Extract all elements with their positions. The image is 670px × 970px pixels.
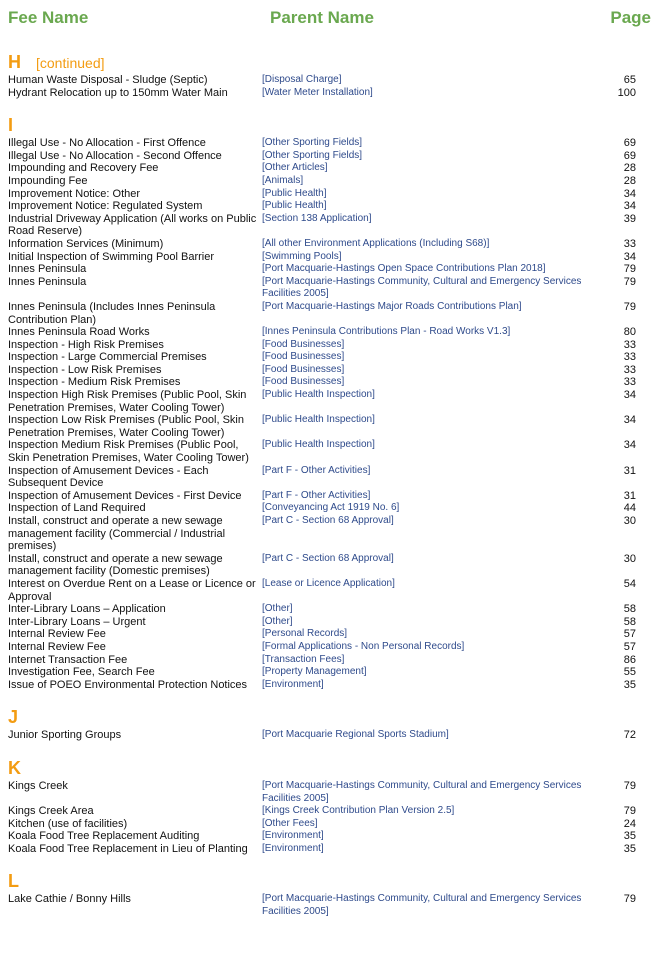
- fee-row: [0, 175, 670, 188]
- page-number: 34: [623, 389, 636, 402]
- page-number: 30: [623, 552, 636, 565]
- parent-name: [Environment]: [262, 830, 324, 842]
- fee-name: Interest on Overdue Rent on a Lease or Licence or Approval: [8, 577, 256, 603]
- fee-name: Kings Creek Area: [8, 805, 94, 818]
- page-number: 69: [623, 137, 636, 150]
- fee-name: Internal Review Fee: [8, 628, 106, 641]
- fee-name: Inspection of Amusement Devices - First Device: [8, 489, 242, 502]
- fee-list: [0, 74, 670, 99]
- fee-name: Inter-Library Loans – Urgent: [8, 615, 146, 628]
- parent-name: [Part F - Other Activities]: [262, 489, 371, 501]
- fee-name: Inspection - Low Risk Premises: [8, 363, 162, 376]
- fee-row: [0, 188, 670, 201]
- fee-row: [0, 213, 670, 238]
- fee-row: [0, 818, 670, 831]
- fee-name: Koala Food Tree Replacement Auditing: [8, 830, 200, 843]
- fee-name-header: Fee Name: [8, 8, 89, 27]
- fee-name: Investigation Fee, Search Fee: [8, 666, 155, 679]
- fee-name: Kings Creek: [8, 779, 68, 792]
- page-number: 79: [623, 275, 636, 288]
- page-number: 57: [623, 628, 636, 641]
- parent-name: [Port Macquarie-Hastings Community, Cultural and Emergency Services Facilities 2005]: [262, 893, 582, 918]
- fee-name: Innes Peninsula (Includes Innes Peninsula Contribution Plan): [8, 300, 216, 326]
- parent-name: [Part F - Other Activities]: [262, 464, 371, 476]
- fee-row: [0, 515, 670, 553]
- fee-row: [0, 666, 670, 679]
- fee-name: Improvement Notice: Regulated System: [8, 200, 203, 213]
- page-number: 24: [623, 817, 636, 830]
- fee-list: [0, 893, 670, 918]
- page-number: 44: [623, 502, 636, 515]
- parent-name: [Food Businesses]: [262, 338, 345, 350]
- fee-row: [0, 301, 670, 326]
- page-number: 30: [623, 515, 636, 527]
- fee-name: Inspection Medium Risk Premises (Public Pool, Skin Penetration Premises, Water Cooling Tower): [8, 439, 249, 465]
- page-number: 54: [623, 577, 636, 590]
- fee-name: Information Services (Minimum): [8, 237, 164, 250]
- letter-heading-row: [0, 115, 670, 137]
- parent-name: [Other Sporting Fields]: [262, 149, 363, 161]
- page-number: 33: [623, 338, 636, 351]
- fee-name: Impounding Fee: [8, 174, 88, 187]
- fee-row: [0, 502, 670, 515]
- page-number: 34: [623, 187, 636, 200]
- page-number: 79: [623, 263, 636, 276]
- page-number: 86: [623, 653, 636, 666]
- fee-name: Inter-Library Loans – Application: [8, 603, 166, 616]
- fee-row: [0, 679, 670, 692]
- fee-name: Install, construct and operate a new sewage management facility (Commercial / Industrial premises): [8, 515, 226, 553]
- page-number: 31: [623, 489, 636, 502]
- parent-name: [Animals]: [262, 174, 304, 186]
- letter-heading-row: [0, 758, 670, 780]
- parent-name: [Water Meter Installation]: [262, 86, 373, 98]
- page-number: 34: [623, 439, 636, 452]
- parent-name: [Other Fees]: [262, 817, 318, 829]
- parent-name: [Port Macquarie Regional Sports Stadium]: [262, 729, 449, 741]
- fee-name: Hydrant Relocation up to 150mm Water Main: [8, 86, 228, 99]
- parent-name: [Other Articles]: [262, 162, 328, 174]
- letter-section: [0, 871, 670, 918]
- fee-row: [0, 465, 670, 490]
- parent-name: [Lease or Licence Application]: [262, 577, 395, 589]
- fee-row: [0, 339, 670, 352]
- page-number: 72: [623, 729, 636, 742]
- section-letter: K: [8, 757, 21, 778]
- fee-name: Internal Review Fee: [8, 640, 106, 653]
- page-header: Page: [610, 8, 651, 27]
- parent-name: [Part C - Section 68 Approval]: [262, 552, 394, 564]
- parent-name: [Section 138 Application]: [262, 212, 372, 224]
- fee-row: [0, 805, 670, 818]
- parent-name: [Formal Applications - Non Personal Records]: [262, 640, 465, 652]
- parent-name: [Innes Peninsula Contributions Plan - Road Works V1.3]: [262, 326, 511, 338]
- fee-row: [0, 364, 670, 377]
- letter-section: [0, 115, 670, 691]
- fee-row: [0, 830, 670, 843]
- fee-name: Lake Cathie / Bonny Hills: [8, 893, 131, 906]
- fee-name: Initial Inspection of Swimming Pool Barrier: [8, 250, 215, 263]
- parent-name: [Environment]: [262, 678, 324, 690]
- fee-row: [0, 439, 670, 464]
- column-header-row: [0, 0, 670, 36]
- page-number: 31: [623, 464, 636, 477]
- page-number: 28: [623, 162, 636, 175]
- section-letter: L: [8, 871, 19, 892]
- fee-name: Inspection - High Risk Premises: [8, 338, 164, 351]
- fee-name: Inspection of Land Required: [8, 502, 146, 515]
- parent-name: [Public Health]: [262, 200, 327, 212]
- fee-row: [0, 150, 670, 163]
- parent-name: [Other]: [262, 615, 293, 627]
- section-letter: I: [8, 115, 14, 136]
- section-letter: H: [8, 52, 21, 72]
- page-number: 58: [623, 603, 636, 616]
- parent-name: [Swimming Pools]: [262, 250, 342, 262]
- fee-name: Inspection High Risk Premises (Public Pool, Skin Penetration Premises, Water Cooling Tower): [8, 389, 247, 414]
- parent-name: [Conveyancing Act 1919 No. 6]: [262, 502, 400, 514]
- fee-name: Inspection - Medium Risk Premises: [8, 376, 181, 389]
- fee-row: [0, 351, 670, 364]
- fee-name: Human Waste Disposal - Sludge (Septic): [8, 74, 208, 86]
- fee-row: [0, 74, 670, 87]
- page-number: 33: [623, 237, 636, 250]
- parent-name: [Part C - Section 68 Approval]: [262, 515, 394, 526]
- parent-name: [Transaction Fees]: [262, 653, 345, 665]
- fee-list: [0, 729, 670, 742]
- page-number: 57: [623, 640, 636, 653]
- fee-name: Industrial Driveway Application (All works on Public Road Reserve): [8, 212, 257, 238]
- parent-name: [Port Macquarie-Hastings Open Space Contributions Plan 2018]: [262, 263, 546, 275]
- page-number: 79: [623, 893, 636, 906]
- fee-name: Illegal Use - No Allocation - First Offence: [8, 137, 206, 150]
- fee-name: Inspection of Amusement Devices - Each Subsequent Device: [8, 464, 209, 490]
- fee-row: [0, 628, 670, 641]
- parent-name: [Port Macquarie-Hastings Community, Cultural and Emergency Services Facilities 2005]: [262, 779, 582, 804]
- page-number: 100: [617, 86, 636, 99]
- letter-section: [0, 707, 670, 742]
- parent-name: [Food Businesses]: [262, 351, 345, 363]
- page-number: 39: [623, 212, 636, 225]
- page-number: 55: [623, 666, 636, 679]
- fee-row: [0, 780, 670, 805]
- letter-section: [0, 52, 670, 99]
- parent-name: [Public Health Inspection]: [262, 439, 375, 451]
- fee-name: Innes Peninsula: [8, 275, 87, 288]
- fee-row: [0, 553, 670, 578]
- fee-name: Innes Peninsula: [8, 263, 87, 276]
- page-number: 35: [623, 842, 636, 855]
- fee-name: Illegal Use - No Allocation - Second Offence: [8, 149, 222, 162]
- letter-section: [0, 758, 670, 856]
- fee-name: Kitchen (use of facilities): [8, 817, 128, 830]
- parent-name: [Environment]: [262, 842, 324, 854]
- fee-row: [0, 251, 670, 264]
- page-number: 65: [623, 74, 636, 86]
- fee-list: [0, 137, 670, 691]
- page-number: 35: [623, 678, 636, 691]
- fee-name: Impounding and Recovery Fee: [8, 162, 159, 175]
- page-number: 33: [623, 351, 636, 364]
- parent-name: [Public Health Inspection]: [262, 414, 375, 426]
- fee-row: [0, 162, 670, 175]
- parent-name-header: Parent Name: [270, 8, 374, 27]
- page-number: 79: [623, 300, 636, 313]
- page-number: 33: [623, 376, 636, 389]
- parent-name: [Personal Records]: [262, 628, 348, 640]
- fee-name: Inspection - Large Commercial Premises: [8, 351, 207, 364]
- parent-name: [Food Businesses]: [262, 363, 345, 375]
- fee-row: [0, 326, 670, 339]
- page-number: 33: [623, 363, 636, 376]
- fee-name: Install, construct and operate a new sewage management facility (Domestic premises): [8, 552, 223, 578]
- parent-name: [Disposal Charge]: [262, 74, 342, 85]
- parent-name: [Property Management]: [262, 666, 367, 678]
- fee-row: [0, 263, 670, 276]
- page-number: 79: [623, 805, 636, 818]
- fee-name: Issue of POEO Environmental Protection Notices: [8, 678, 248, 691]
- parent-name: [Port Macquarie-Hastings Major Roads Contributions Plan]: [262, 300, 522, 312]
- page-number: 35: [623, 830, 636, 843]
- fee-row: [0, 200, 670, 213]
- fee-name: Inspection Low Risk Premises (Public Pool, Skin Penetration Premises, Water Cooling Tower): [8, 414, 244, 439]
- section-letter: J: [8, 707, 19, 728]
- parent-name: [Kings Creek Contribution Plan Version 2.5]: [262, 805, 455, 817]
- fee-name: Innes Peninsula Road Works: [8, 326, 150, 339]
- letter-heading-row: [0, 52, 670, 74]
- fee-row: [0, 843, 670, 856]
- page-number: 79: [623, 779, 636, 792]
- page-number: 28: [623, 174, 636, 187]
- continued-label: [continued]: [36, 55, 105, 71]
- index-sections: [0, 52, 670, 919]
- parent-name: [Port Macquarie-Hastings Community, Cultural and Emergency Services Facilities 2005]: [262, 275, 582, 300]
- page-number: 58: [623, 615, 636, 628]
- fee-row: [0, 603, 670, 616]
- page-number: 34: [623, 250, 636, 263]
- parent-name: [Other]: [262, 603, 293, 615]
- fee-row: [0, 641, 670, 654]
- fee-row: [0, 414, 670, 439]
- page-number: 34: [623, 200, 636, 213]
- fee-row: [0, 729, 670, 742]
- fee-row: [0, 893, 670, 918]
- fee-name: Koala Food Tree Replacement in Lieu of Planting: [8, 842, 248, 855]
- parent-name: [Public Health]: [262, 187, 327, 199]
- fee-row: [0, 616, 670, 629]
- fee-row: [0, 87, 670, 100]
- page-number: 80: [623, 326, 636, 339]
- parent-name: [Other Sporting Fields]: [262, 137, 363, 149]
- fee-name: Internet Transaction Fee: [8, 653, 128, 666]
- fee-name: Junior Sporting Groups: [8, 729, 122, 742]
- fee-row: [0, 376, 670, 389]
- fee-row: [0, 654, 670, 667]
- fee-list: [0, 780, 670, 856]
- page-number: 69: [623, 149, 636, 162]
- parent-name: [Food Businesses]: [262, 376, 345, 388]
- fee-row: [0, 490, 670, 503]
- letter-heading-row: [0, 871, 670, 893]
- fee-row: [0, 238, 670, 251]
- fee-row: [0, 276, 670, 301]
- fee-name: Improvement Notice: Other: [8, 187, 141, 200]
- page-number: 34: [623, 414, 636, 427]
- fee-row: [0, 389, 670, 414]
- letter-heading-row: [0, 707, 670, 729]
- fee-row: [0, 137, 670, 150]
- parent-name: [All other Environment Applications (Including S68)]: [262, 237, 490, 249]
- parent-name: [Public Health Inspection]: [262, 389, 375, 401]
- fee-row: [0, 578, 670, 603]
